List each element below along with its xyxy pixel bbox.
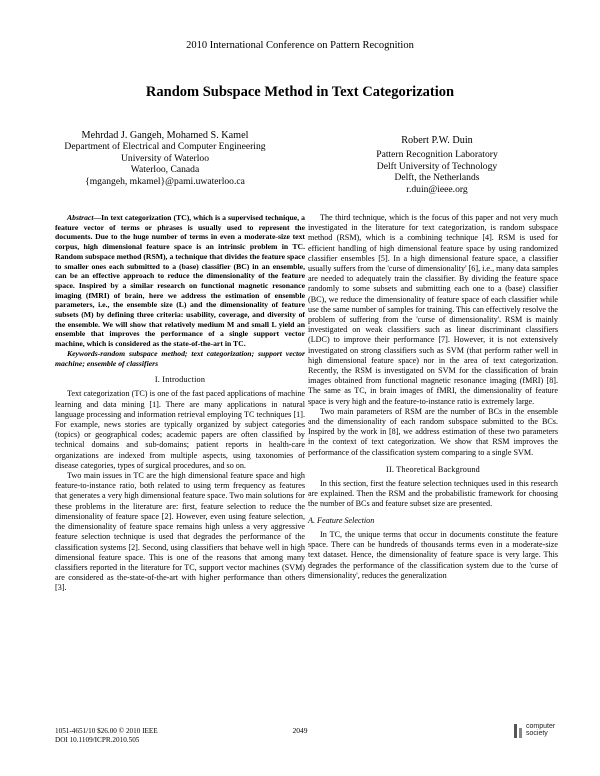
- author-univ: University of Waterloo: [120, 152, 210, 164]
- computer-society-logo-icon: [512, 722, 526, 740]
- abstract: [55, 213, 305, 349]
- logo-text-line: society: [526, 729, 548, 737]
- author-dept: Pattern Recognition Laboratory: [376, 149, 498, 161]
- abstract-label: Abstract—: [67, 213, 102, 222]
- author-block-left: [50, 130, 280, 187]
- abstract-text: In text categorization (TC), which is a supervised technique, a feature vector of terms or phrases is usually used to represent the documents. Due to the huge number of terms in even a moderate-size text corpus, high dimensional feature space is an intrinsic problem in TC. Random subspace method (RSM), a technique that divides the feature space to smaller ones each submitted to a (base) classifier (BC) in an ensemble, can be an effective approach to reduce the dimensionality of the feature space. Inspired by a similar research on functional magnetic resonance imaging (fMRI) of brain, here we address the estimation of ensemble parameters, i.e., the ensemble size (L) and the dimensionality of feature subsets (M) by defining three criteria: usability, coverage, and diversity of the ensemble. We will show that relatively medium M and small L yield an ensemble that improves the performance of a single support vector machine, which is considered as the state-of-the-art in TC.: [55, 213, 305, 349]
- author-names: Mehrdad J. Gangeh, Mohamed S. Kamel: [81, 130, 249, 141]
- keywords: Keywords-random subspace method; text categorization; support vector machine; ensemble of classifiers: [55, 348, 305, 368]
- right-column: [308, 213, 558, 581]
- author-location: Delft, the Netherlands: [394, 172, 480, 184]
- logo-text: [526, 724, 555, 737]
- author-block-right: [322, 135, 552, 195]
- author-location: Waterloo, Canada: [130, 164, 200, 176]
- author-names: Robert P.W. Duin: [401, 135, 473, 146]
- computer-society-logo: [512, 720, 560, 744]
- logo-text-line: computer: [526, 723, 556, 730]
- author-email: {mgangeh, mkamel}@pami.uwaterloo.ca: [85, 175, 245, 187]
- subsection-heading-feature-selection: A. Feature Selection: [308, 515, 375, 525]
- section-heading-introduction: I. Introduction: [154, 375, 206, 385]
- footer-doi: DOI 10.1109/ICPR.2010.505: [55, 736, 140, 744]
- section-heading-theoretical-background: II. Theoretical Background: [386, 464, 480, 474]
- author-email: r.duin@ieee.org: [406, 183, 468, 195]
- paragraph: The third technique, which is the focus of this paper and not very much investigated in the literature for text categorization, is random subspace method (RSM), which is a combining technique [4]. RSM is used for efficient handling of high dimensional feature space by using randomized classifier ensembles [5]. In a high dimensional feature space, a classifier usually suffers from the 'curse of dimensionality' [6], i.e., many data samples are needed to adequately train the classifier. By dividing the feature space randomly to some subsets and submitting each one to a (base) classifier (BC), we reduce the dimensionality of feature space of each classifier while use the same number of samples for training. This can effectively resolve the problem of suffering from the 'curse of dimensionality'. RSM is mainly investigated on weak classifiers such as linear discriminant classifiers (LDC) to improve their performance [7]. However, it is not extensively investigated on strong classifiers such as SVM (that perform rather well in high dimensional feature space) nor in the area of text categorization. Recently, the RSM is investigated on SVM for the classification of brain images obtained from functional magnetic resonance imaging (fMRI) [8]. The same as TC, in brain images of fMRI, the dimensionality of feature space is very high and the feature-to-instance ratio is extremely large.: [308, 213, 558, 406]
- paragraph: In TC, the unique terms that occur in documents constitute the feature space. There can be hundreds of thousands terms even in a moderate-size text dataset. Hence, the dimensionality of feature space is very large. This degrades the performance of the classification system due to the 'curse of dimensionality', reduces the generalization: [308, 529, 558, 580]
- author-dept: Department of Electrical and Computer Engineering: [64, 141, 266, 153]
- left-column: [55, 213, 305, 594]
- paragraph: In this section, first the feature selection techniques used in this research are explained. Then the RSM and the probabilistic framework for choosing the number of BCs and feature subset size are presented.: [308, 479, 558, 509]
- footer-issn: 1051-4651/10 $26.00 © 2010 IEEE: [55, 727, 158, 735]
- author-univ: Delft University of Technology: [376, 160, 498, 172]
- paper-title: Random Subspace Method in Text Categorization: [145, 84, 455, 100]
- paragraph: Text categorization (TC) is one of the fast paced applications of machine learning and data mining [1]. There are many applications in natural language processing and information retrieval employing TC techniques [1]. For example, news stories are typically organized by subject categories (topics) or geographical codes; academic papers are often classified by technical domains and sub-domains; patient reports in health-care organizations are indexed from multiple aspects, using taxonomies of disease categories, types of surgical procedures, and so on.: [55, 389, 305, 470]
- paragraph: Two main issues in TC are the high dimensional feature space and high feature-to-instance ratio, both related to using term frequency as features that generates a very high dimensional feature space. Two main solutions for these problems in the literature are: first, feature selection to reduce the dimensionality of feature space [2]. However, even using feature selection, the dimensionality of feature space remains high unless a very aggressive feature selection technique is used that degrades the performance of the classification systems [2]. Second, using classifiers that behave well in high dimensional feature space. This is one of the reasons that among many classifiers reported in the literature for TC, support vector machines (SVM) are considered as the-state-of-the-art with higher performance than others [3].: [55, 471, 305, 593]
- conference-header: 2010 International Conference on Pattern Recognition: [186, 40, 414, 51]
- page-number: 2049: [292, 726, 308, 735]
- paragraph: Two main parameters of RSM are the number of BCs in the ensemble and the dimensionality of each random subspace submitted to the BCs. Inspired by the work in [8], we address estimation of these two parameters in the context of text categorization. We show that RSM improves the performance of the classification system comparing to a single SVM.: [308, 406, 558, 457]
